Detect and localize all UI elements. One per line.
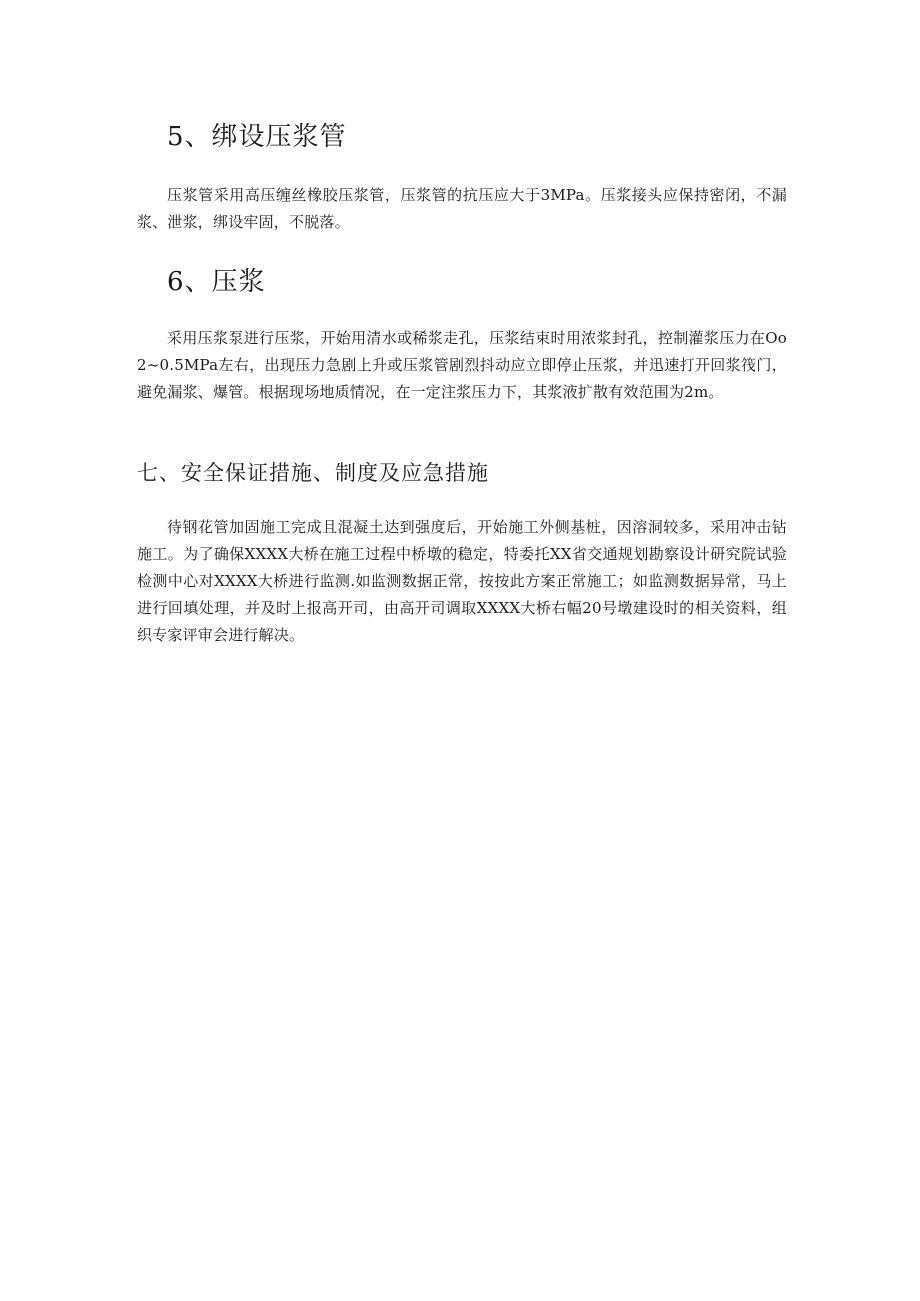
section-paragraph-grouting-pipe: 压浆管采用高压缠丝橡胶压浆管，压浆管的抗压应大于3MPa。压浆接头应保持密闭，不漏浆、泄浆，绑设牢固，不脱落。 xyxy=(137,186,787,231)
section-heading-safety-measures: 七、安全保证措施、制度及应急措施 xyxy=(137,461,489,485)
section-heading-grouting-pipe: 5、绑设压浆管 xyxy=(167,122,347,152)
section-paragraph-grouting: 采用压浆泵进行压浆，开始用清水或稀浆走孔，压浆结束时用浓浆封孔，控制灌浆压力在Oo2~0.5MPa左右，出现压力急剧上升或压浆管剧烈抖动应立即停止压浆，并迅速打开回浆筏门，避免漏浆、爆管。根据现场地质情况，在一定注浆压力下，其浆液扩散有效范围为2m。 xyxy=(137,329,787,401)
section-heading-grouting: 6、压浆 xyxy=(167,267,266,297)
section-paragraph-safety-measures: 待钢花管加固施工完成且混凝土达到强度后，开始施工外侧基桩，因溶洞较多，采用冲击钻施工。为了确保XXXX大桥在施工过程中桥墩的稳定，特委托XX省交通规划勘察设计研究院试验检测中心对XXXX大桥进行监测.如监测数据正常，按按此方案正常施工；如监测数据异常，马上进行回填处理，并及时上报高开司，由高开司调取XXXX大桥右幅20号墩建设时的相关资料，组织专家评审会进行解决。 xyxy=(137,518,787,644)
